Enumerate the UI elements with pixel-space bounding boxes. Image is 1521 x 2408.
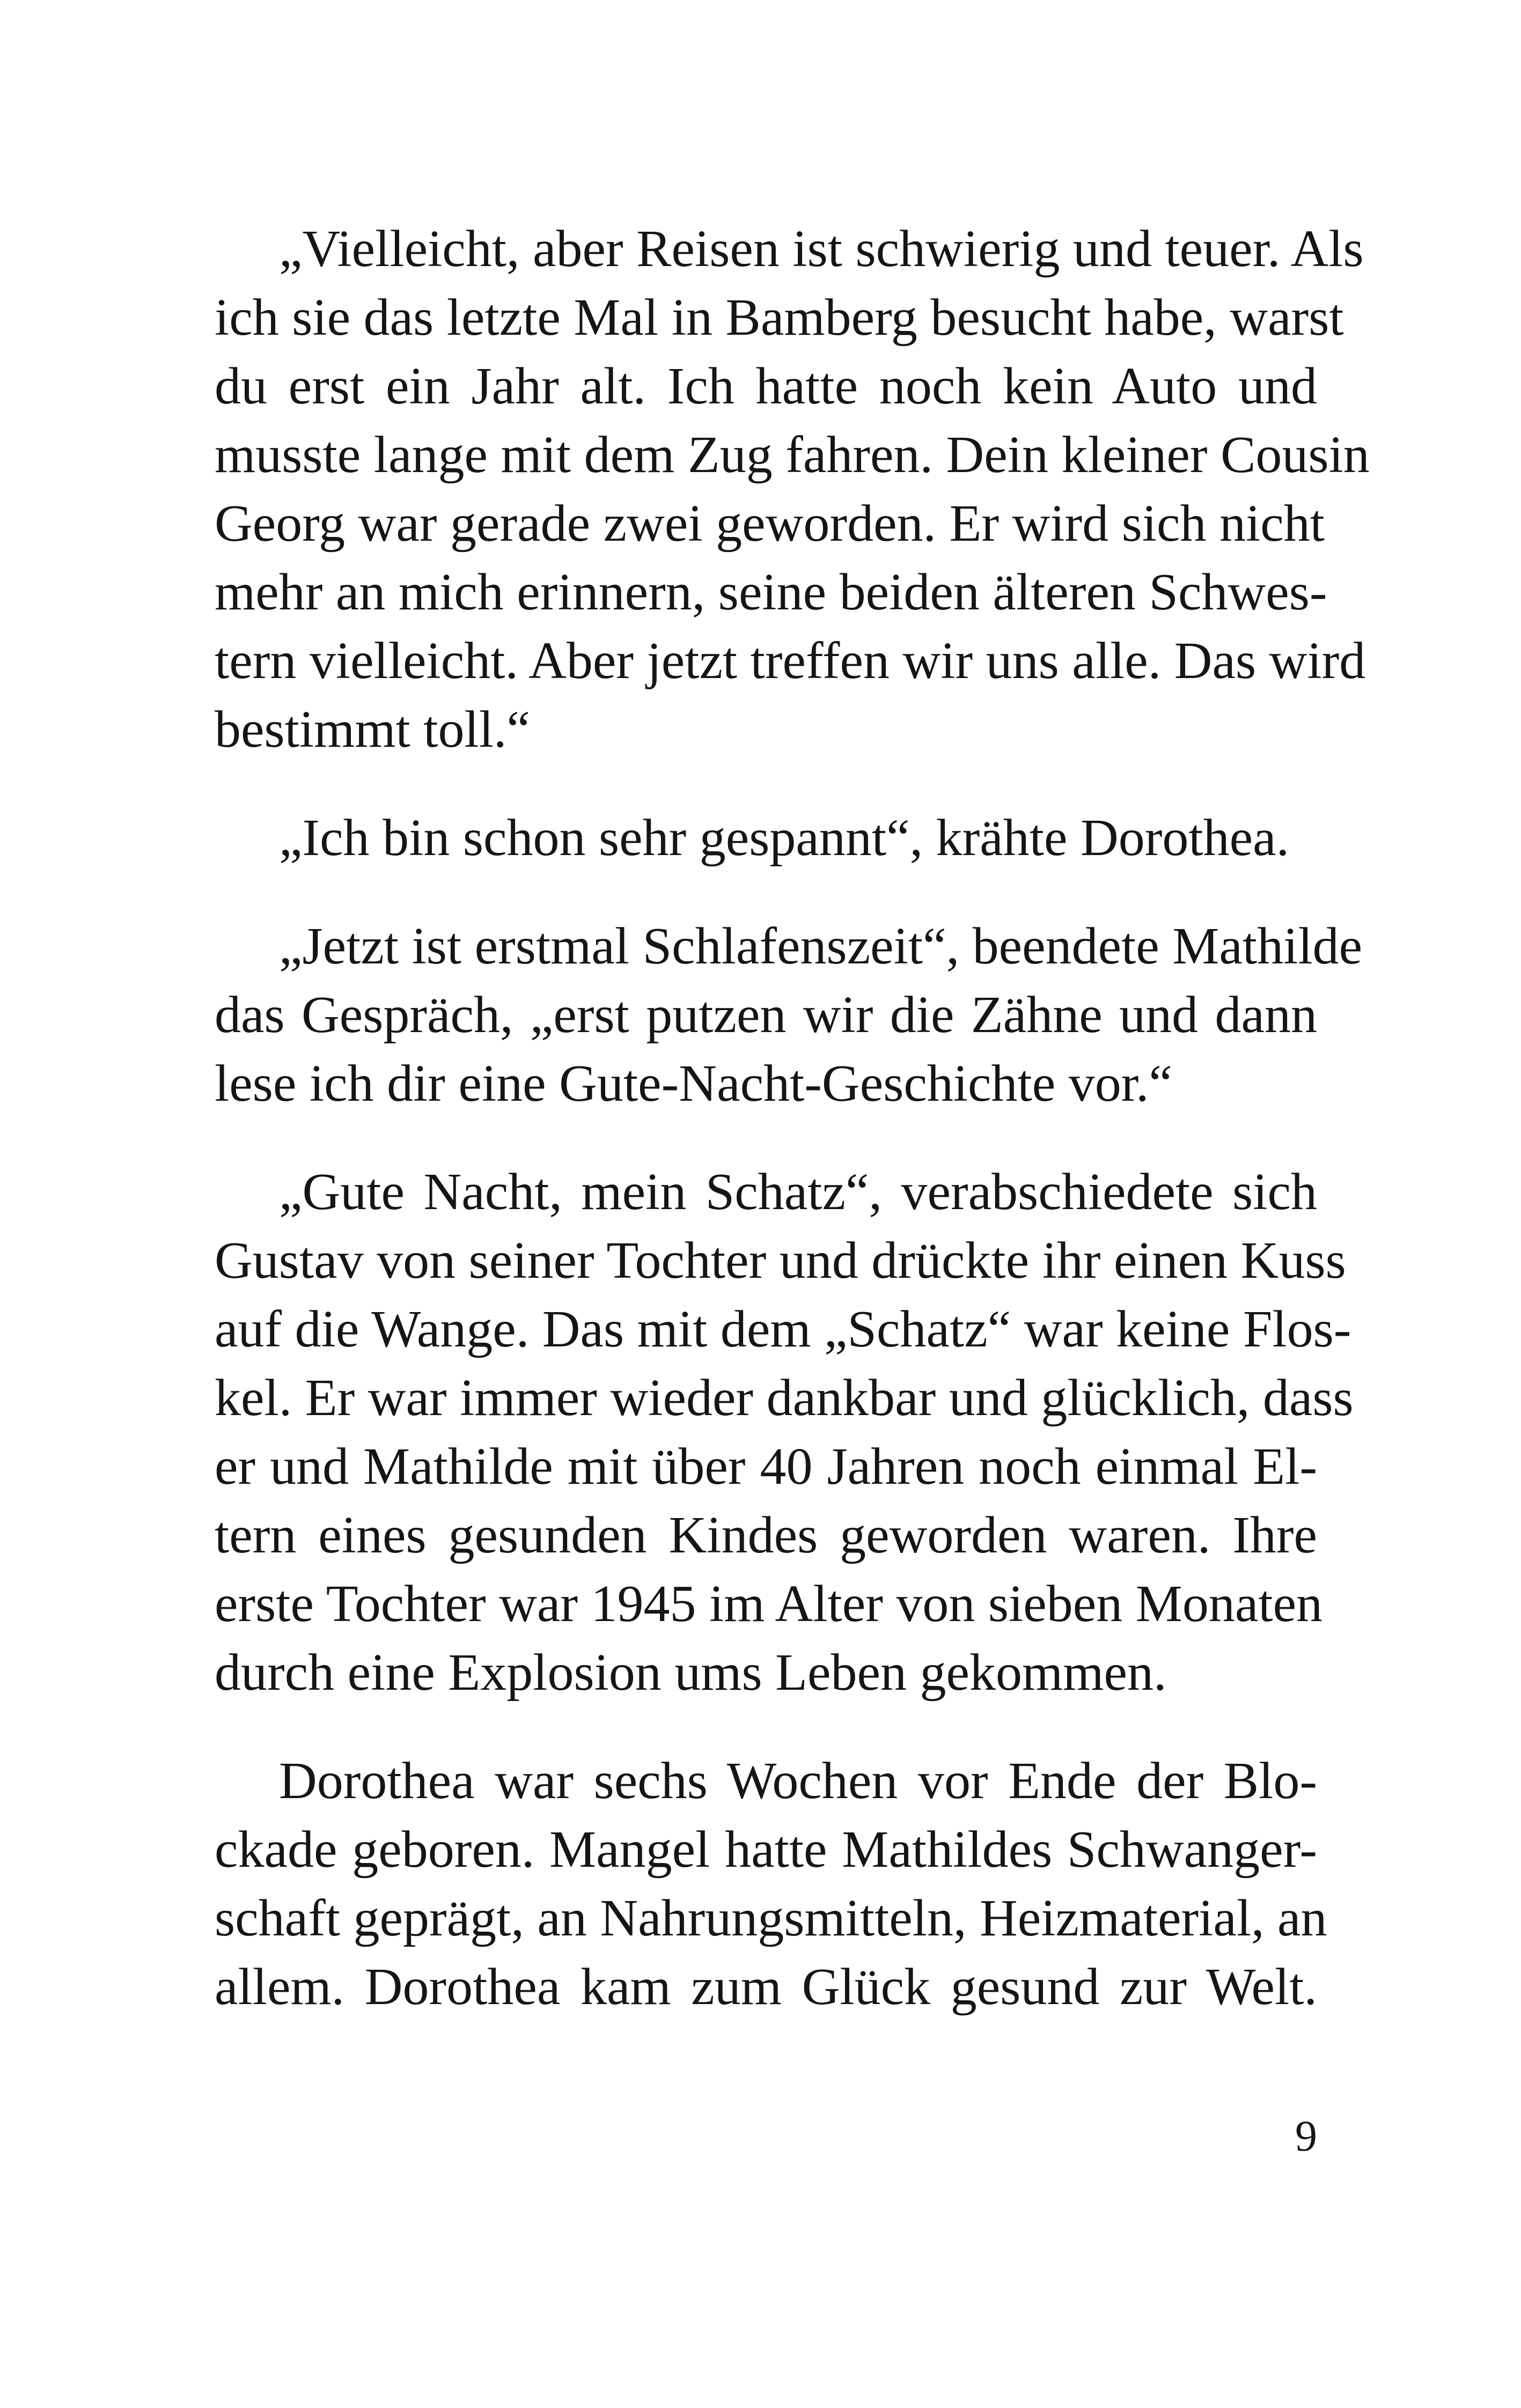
paragraph-spacer <box>215 764 1317 804</box>
paragraph <box>215 1747 1327 2021</box>
text-line: lese ich dir eine Gute-Nacht-Geschichte vor.“ <box>215 1055 1173 1113</box>
text-line: „Vielleicht, aber Reisen ist schwierig und teuer. Als <box>279 220 1364 278</box>
text-line: ckade geboren. Mangel hatte Mathildes Schwanger- <box>215 1821 1317 1879</box>
text-line: das Gespräch, „erst putzen wir die Zähne und dann <box>215 986 1317 1044</box>
text-line: er und Mathilde mit über 40 Jahren noch einmal El- <box>215 1438 1317 1496</box>
paragraph-spacer <box>215 872 1317 912</box>
text-line: ich sie das letzte Mal in Bamberg besucht habe, warst <box>215 289 1344 347</box>
text-line: bestimmt toll.“ <box>215 701 530 759</box>
paragraph <box>215 804 1317 872</box>
paragraph-spacer <box>215 1707 1317 1747</box>
text-line: schaft geprägt, an Nahrungsmitteln, Heizmaterial, an <box>215 1889 1327 1947</box>
text-line: kel. Er war immer wieder dankbar und glücklich, dass <box>215 1369 1354 1427</box>
body-text <box>215 215 1370 2021</box>
paragraph <box>215 1158 1354 1707</box>
text-line: „Jetzt ist erstmal Schlafenszeit“, beendete Mathilde <box>279 917 1363 975</box>
text-line: mehr an mich erinnern, seine beiden älteren Schwes- <box>215 563 1327 621</box>
paragraph-spacer <box>215 1118 1317 1158</box>
text-line: tern eines gesunden Kindes geworden waren. Ihre <box>215 1506 1317 1564</box>
paragraph <box>215 912 1363 1118</box>
text-line: allem. Dorothea kam zum Glück gesund zur Welt. <box>215 1958 1317 2016</box>
paragraph <box>215 215 1370 764</box>
text-line: „Ich bin schon sehr gespannt“, krähte Dorothea. <box>279 809 1290 867</box>
text-line: Dorothea war sechs Wochen vor Ende der Blo- <box>279 1752 1317 1810</box>
text-line: du erst ein Jahr alt. Ich hatte noch kein Auto und <box>215 357 1317 415</box>
text-line: durch eine Explosion ums Leben gekommen. <box>215 1644 1167 1702</box>
text-line: erste Tochter war 1945 im Alter von sieben Monaten <box>215 1575 1323 1633</box>
text-line: Gustav von seiner Tochter und drückte ihr einen Kuss <box>215 1232 1346 1290</box>
text-line: musste lange mit dem Zug fahren. Dein kleiner Cousin <box>215 426 1370 484</box>
text-line: auf die Wange. Das mit dem „Schatz“ war keine Flos- <box>215 1300 1351 1358</box>
text-line: Georg war gerade zwei geworden. Er wird sich nicht <box>215 495 1325 553</box>
text-line: „Gute Nacht, mein Schatz“, verabschiedete sich <box>279 1163 1317 1221</box>
page-number: 9 <box>1295 2111 1317 2160</box>
text-line: tern vielleicht. Aber jetzt treffen wir uns alle. Das wird <box>215 632 1366 690</box>
